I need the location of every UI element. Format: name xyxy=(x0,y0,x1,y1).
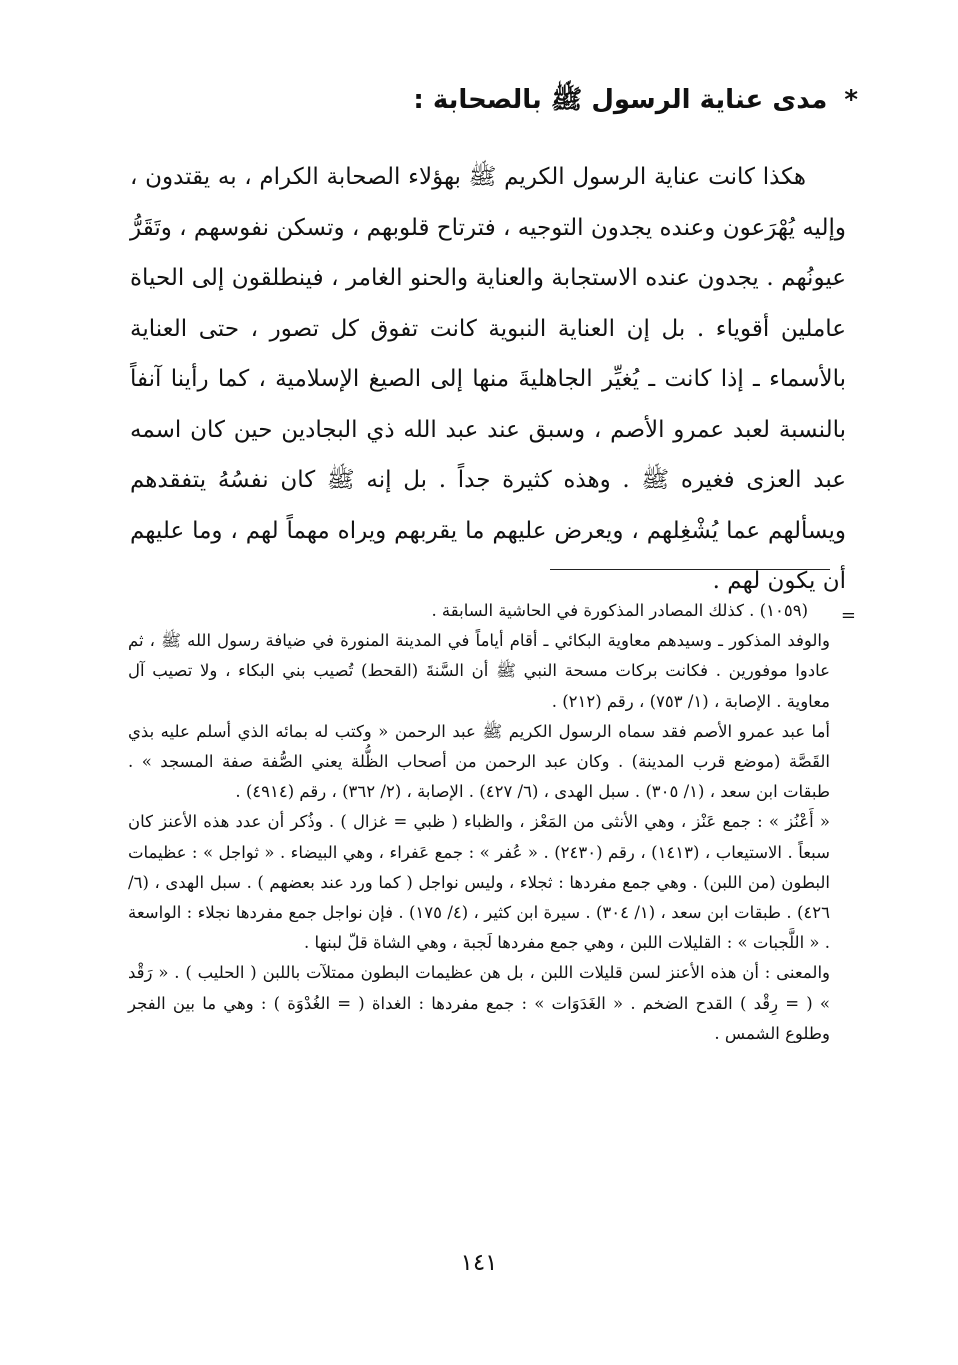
footnote-paragraph: « أَعْنُز » : جمع عَنْز ، وهي الأنثى من المَعْز ، والظباء ( ظبي = غزال ) . وذُكر أن عدد هذه الأعنز كان سبعاً . الاستيعاب ، (١٤١٣) ، رقم (٢٤٣٠) . « عُفر » : جمع عَفراء ، وهي البيضاء . « ثواجل » : عظيمات البطون (من اللبن) . وهي جمع مفردها : ثجلاء ، وليس نواجل ( كما ورد عند بعضهم ) . سبل الهدى ، (٦/ ٤٢٦) . طبقات ابن سعد ، (١/ ٣٠٤) . سيرة ابن كثير ، (٤/ ١٧٥) . فإن نواجل جمع مفردها نجلاء : الواسعة . « اللَّجبات » : القليلات اللبن ، وهي جمع مفردها لَجبة ، وهي الشاة قلّ لبنها . xyxy=(128,812,830,953)
main-paragraph xyxy=(130,152,846,607)
heading-star-marker: * xyxy=(844,85,858,115)
footnotes-block xyxy=(128,596,830,1049)
footnote-paragraph: أما عبد عمرو الأصم فقد سماه الرسول الكريم ﷺ عبد الرحمن « وكتب له بمائه الذي أسلم عليه بذي القَصَّة (موضع قرب المدينة) . وكان عبد الرحمن من أصحاب الظُّلة يعني الصُّفة صفة المسجد » . طبقات ابن سعد ، (١/ ٣٠٥) . سبل الهدى ، (٦/ ٤٢٧) . الإصابة ، (٢/ ٣٦٢) ، رقم (٤٩١٤) . xyxy=(128,721,830,802)
main-paragraph-text: هكذا كانت عناية الرسول الكريم ﷺ بهؤلاء الصحابة الكرام ، به يقتدون ، وإليه يُهْرَعون وعنده يجدون التوجيه ، فترتاح قلوبهم ، وتسكن نفوسهم ، وتَقَرُّ عيونُهم . يجدون عنده الاستجابة والعناية والحنو الغامر ، فينطلقون إلى الحياة عاملين أقوياء . بل إن العناية النبوية كانت تفوق كل تصور ، حتى العناية بالأسماء ـ إذا كانت ـ يُغيِّر الجاهليةَ منها إلى الصيغ الإسلامية ، كما رأينا آنفاً بالنسبة لعبد عمرو الأصم ، وسبق عند عبد الله ذي البجادين حين كان اسمه عبد العزى فغيره ﷺ . وهذه كثيرة جداً . بل إنه ﷺ كان نفسُهُ يتفقدهم ويسألهم عما يُشْغِلهم ، ويعرض عليهم ما يقربهم ويراه مهماً لهم ، وما عليهم أن يكون لهم . xyxy=(130,164,846,594)
footnote-paragraph: (١٠٥٩) . كذلك المصادر المذكورة في الحاشية السابقة . xyxy=(431,601,808,620)
section-heading xyxy=(120,80,858,120)
footnote-paragraph: والوفد المذكور ـ وسيدهم معاوية البكائي ـ أقام أياماً في المدينة المنورة في ضيافة رسول الله ﷺ ، ثم عادوا موفورين . فكانت بركات مسحة النبي ﷺ أن السَّنةَ (القحط) تُصيب بني البكاء ، ولا تصيب آل معاوية . الإصابة ، (١/ ٧٥٣) ، رقم (٢١٢) . xyxy=(128,631,830,711)
footnote-separator xyxy=(550,569,830,570)
footnote-paragraph: والمعنى : أن هذه الأعنز لسن قليلات اللبن ، بل هن عظيمات البطون ممتلآت باللبن ( الحليب ) . « رَقْد » ( = رِقْد ) القدح الضخم . « الغَدَوَات » : جمع مفردها : الغداة ( = الغُدْوَة ) : وهي ما بين الفجر وطلوع الشمس . xyxy=(128,963,830,1043)
heading-text: مدى عناية الرسول ﷺ بالصحابة : xyxy=(413,85,828,115)
footnote-continuation-mark: = xyxy=(840,605,856,626)
page-number: ١٤١ xyxy=(460,1250,498,1276)
